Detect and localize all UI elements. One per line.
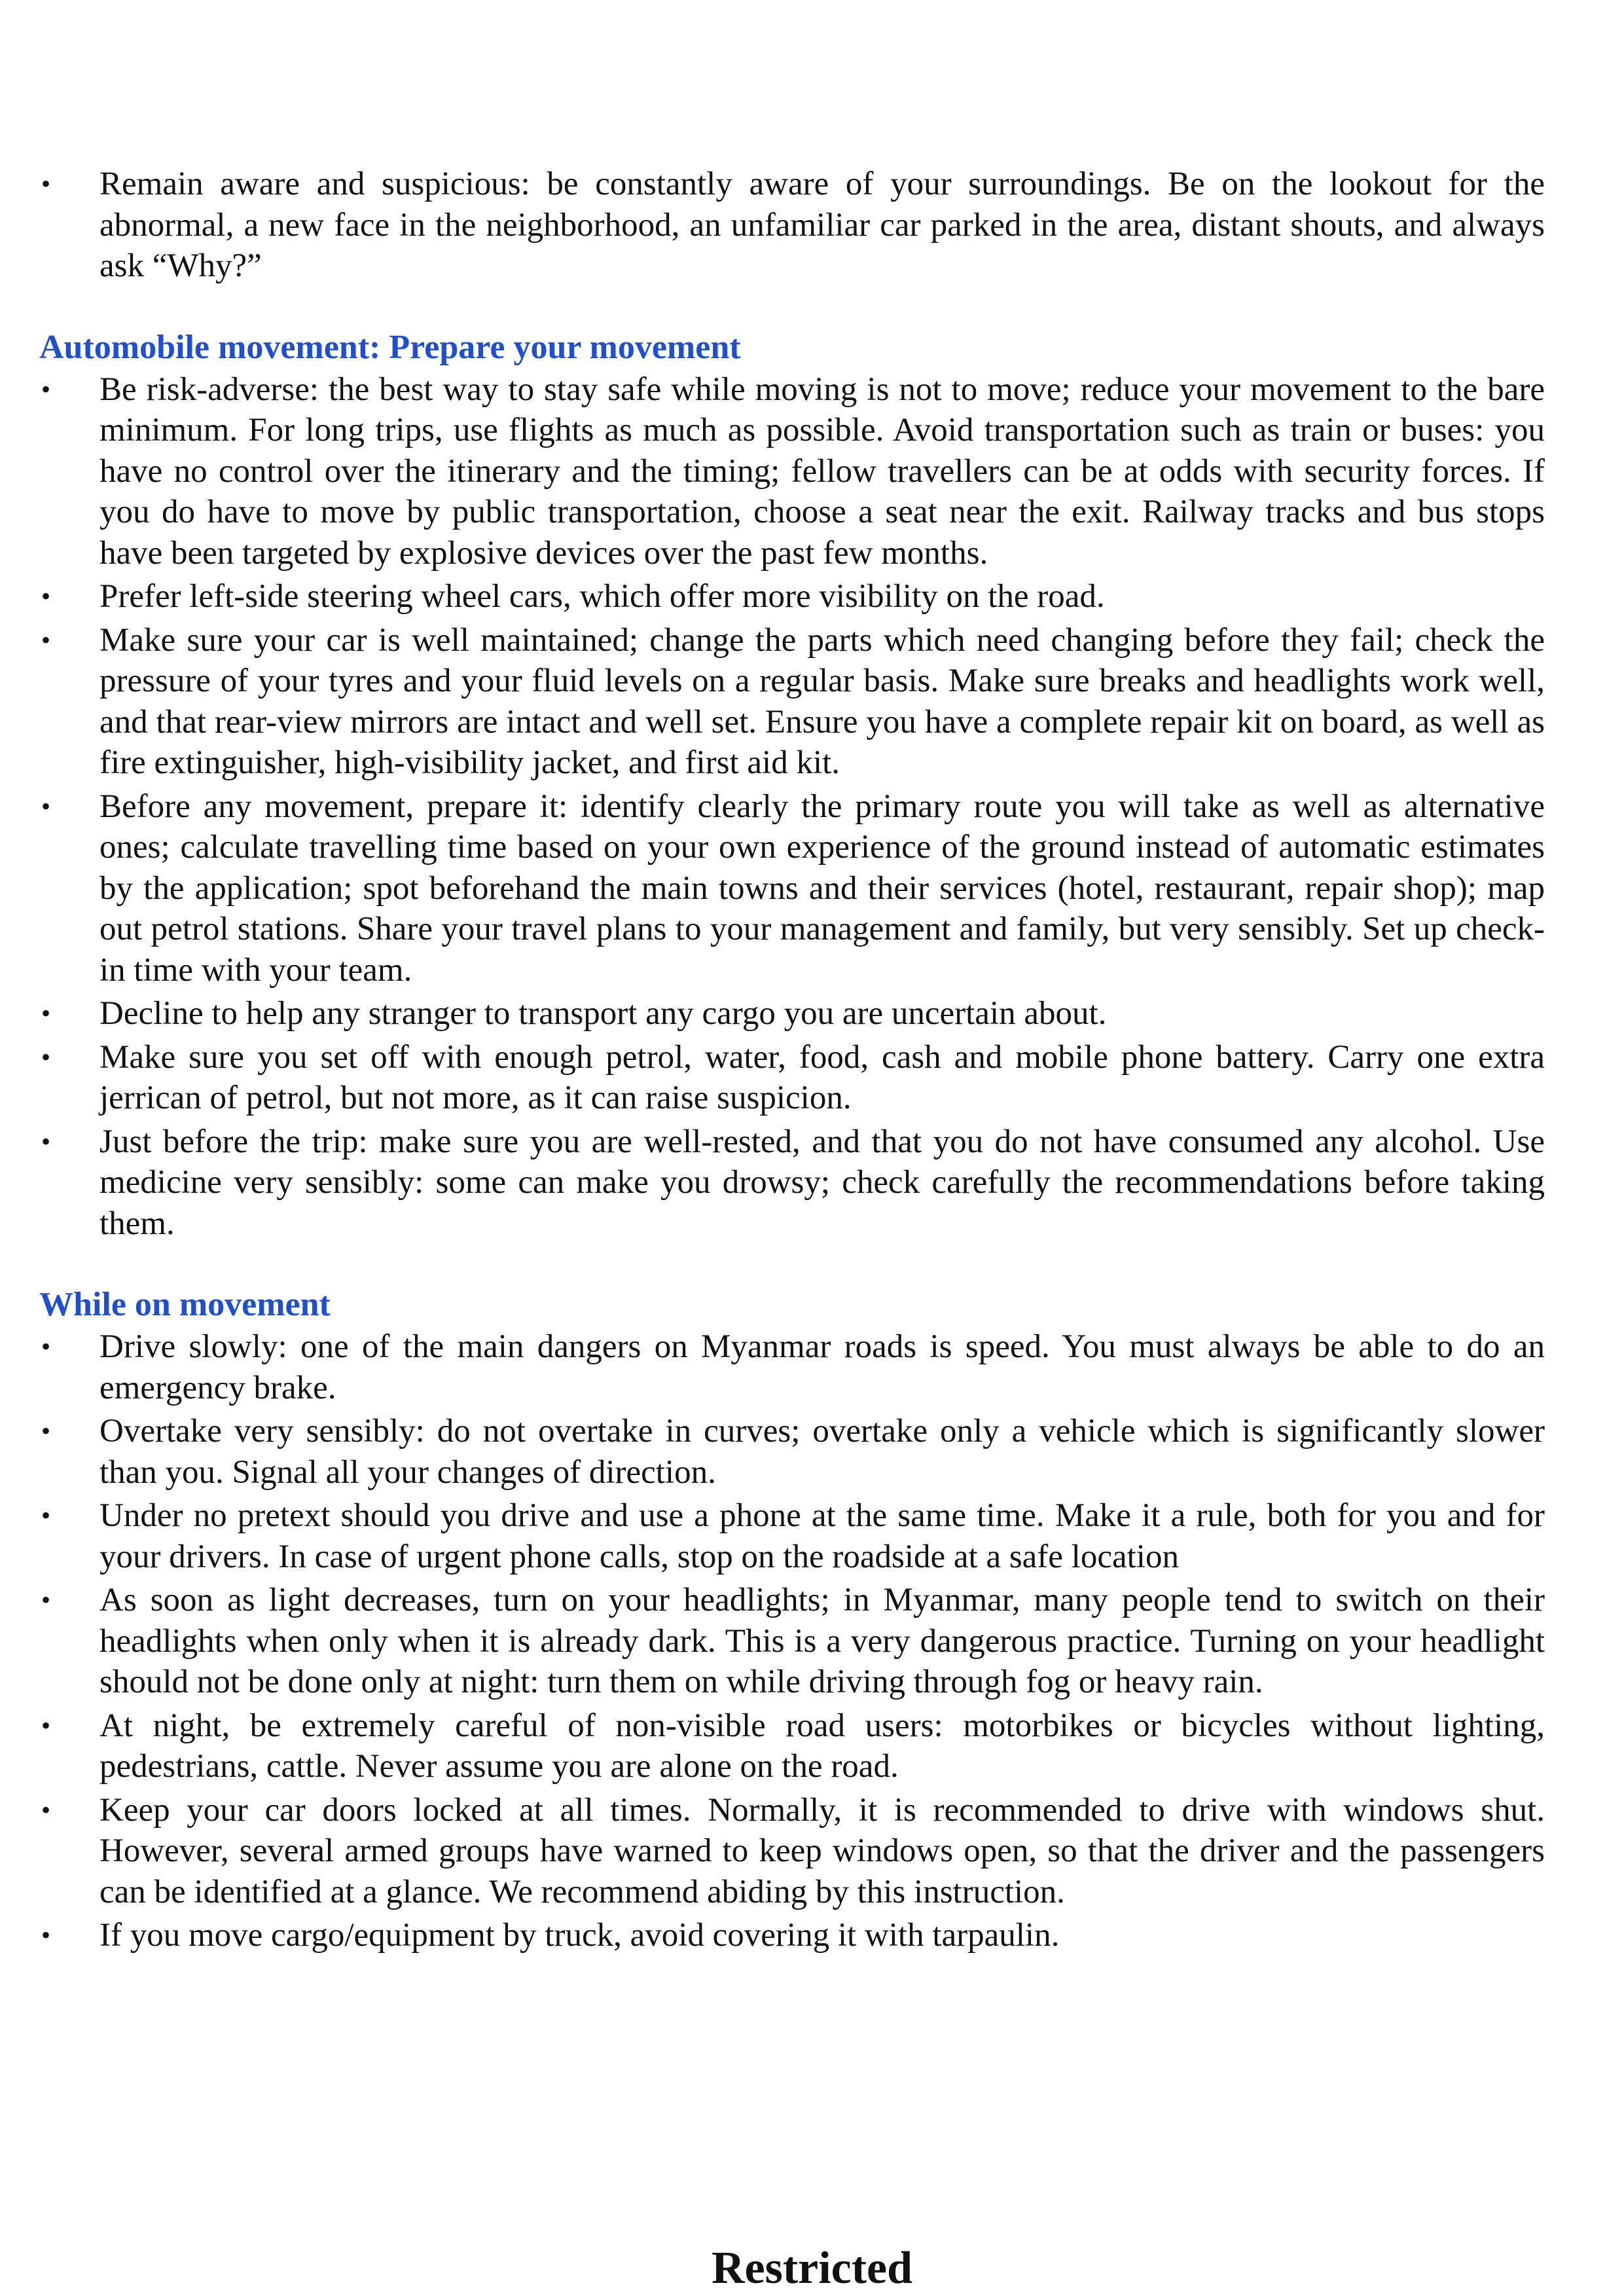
bullet-text: Decline to help any stranger to transport any cargo you are uncertain about. — [99, 995, 1107, 1032]
list-item — [39, 786, 1545, 991]
list-item — [39, 369, 1545, 574]
intro-bullet-list — [39, 164, 1545, 287]
bullet-point: • — [41, 625, 51, 655]
bullet-point: • — [41, 1126, 51, 1156]
while-on-movement-bullet-list — [39, 1326, 1545, 1956]
bullet-text: As soon as light decreases, turn on your headlights; in Myanmar, many people tend to switch on their headlights when only when it is already dark. This is a very dangerous practice. Turning on your headlight should not be done only at night: turn them on while driving through fog or heavy rain. — [99, 1582, 1545, 1700]
bullet-text: Under no pretext should you drive and use a phone at the same time. Make it a rule, both for you and for your drivers. In case of urgent phone calls, stop on the roadside at a safe location — [99, 1497, 1545, 1575]
bullet-point: • — [41, 998, 51, 1028]
list-item — [39, 993, 1545, 1034]
bullet-text: Overtake very sensibly: do not overtake in curves; overtake only a vehicle which is significantly slower than you. Signal all your changes of direction. — [99, 1413, 1545, 1491]
bullet-point: • — [41, 1585, 51, 1614]
list-item — [39, 620, 1545, 784]
list-item — [39, 1705, 1545, 1787]
list-item — [39, 1495, 1545, 1577]
bullet-point: • — [41, 1332, 51, 1361]
bullet-point: • — [41, 1501, 51, 1530]
bullet-text: Keep your car doors locked at all times. Normally, it is recommended to drive with windows shut. However, several armed groups have warned to keep windows open, so that the driver and the passengers can be identified at a glance. We recommend abiding by this instruction. — [99, 1791, 1545, 1910]
list-item — [39, 1580, 1545, 1703]
list-item — [39, 576, 1545, 617]
section-heading-automobile-movement: Automobile movement: Prepare your movement — [39, 328, 741, 366]
bullet-text: Make sure you set off with enough petrol, water, food, cash and mobile phone battery. Carry one extra jerrican of petrol, but not more, as it can raise suspicion. — [99, 1038, 1545, 1116]
bullet-text: If you move cargo/equipment by truck, avoid covering it with tarpaulin. — [99, 1917, 1060, 1954]
automobile-movement-bullet-list — [39, 369, 1545, 1245]
list-item — [39, 1326, 1545, 1408]
list-item — [39, 1411, 1545, 1493]
document-body — [39, 164, 1545, 1959]
bullet-text: Be risk-adverse: the best way to stay safe while moving is not to move; reduce your movement to the bare minimum. For long trips, use flights as much as possible. Avoid transportation such as train or buses: you have no control over the itinerary and the timing; fellow travellers can be at odds with security forces. If you do have to move by public transportation, choose a seat near the exit. Railway tracks and bus stops have been targeted by explosive devices over the past few months. — [99, 371, 1545, 572]
list-item — [39, 164, 1545, 287]
bullet-point: • — [41, 374, 51, 404]
bullet-text: At night, be extremely careful of non-visible road users: motorbikes or bicycles without lighting, pedestrians, cattle. Never assume you are alone on the road. — [99, 1707, 1545, 1785]
bullet-point: • — [41, 169, 51, 198]
bullet-point: • — [41, 791, 51, 821]
list-item — [39, 1037, 1545, 1119]
list-item — [39, 1915, 1545, 1956]
list-item — [39, 1121, 1545, 1245]
bullet-text: Remain aware and suspicious: be constantly aware of your surroundings. Be on the lookout for the abnormal, a new face in the neighborhood, an unfamiliar car parked in the area, distant shouts, and always ask “Why?” — [99, 166, 1545, 284]
bullet-text: Before any movement, prepare it: identify clearly the primary route you will take as well as alternative ones; calculate travelling time based on your own experience of the ground instead of automatic estimates by the application; spot beforehand the main towns and their services (hotel, restaurant, repair shop); map out petrol stations. Share your travel plans to your management and family, but very sensibly. Set up check-in time with your team. — [99, 788, 1545, 989]
bullet-point: • — [41, 1920, 51, 1950]
bullet-text: Make sure your car is well maintained; change the parts which need changing before they fail; check the pressure of your tyres and your fluid levels on a regular basis. Make sure breaks and headlights work well, and that rear-view mirrors are intact and well set. Ensure you have a complete repair kit on board, as well as fire extinguisher, high-visibility jacket, and first aid kit. — [99, 621, 1545, 781]
bullet-point: • — [41, 581, 51, 611]
bullet-text: Drive slowly: one of the main dangers on Myanmar roads is speed. You must always be able to do an emergency brake. — [99, 1328, 1545, 1406]
bullet-point: • — [41, 1795, 51, 1825]
bullet-point: • — [41, 1710, 51, 1740]
bullet-point: • — [41, 1416, 51, 1446]
bullet-text: Just before the trip: make sure you are well-rested, and that you do not have consumed any alcohol. Use medicine very sensibly: some can make you drowsy; check carefully the recommendations before taking them. — [99, 1123, 1545, 1242]
bullet-point: • — [41, 1042, 51, 1072]
section-heading-while-on-movement: While on movement — [39, 1286, 331, 1323]
classification-footer: Restricted — [711, 2243, 913, 2293]
list-item — [39, 1790, 1545, 1913]
bullet-text: Prefer left-side steering wheel cars, which offer more visibility on the road. — [99, 578, 1105, 615]
